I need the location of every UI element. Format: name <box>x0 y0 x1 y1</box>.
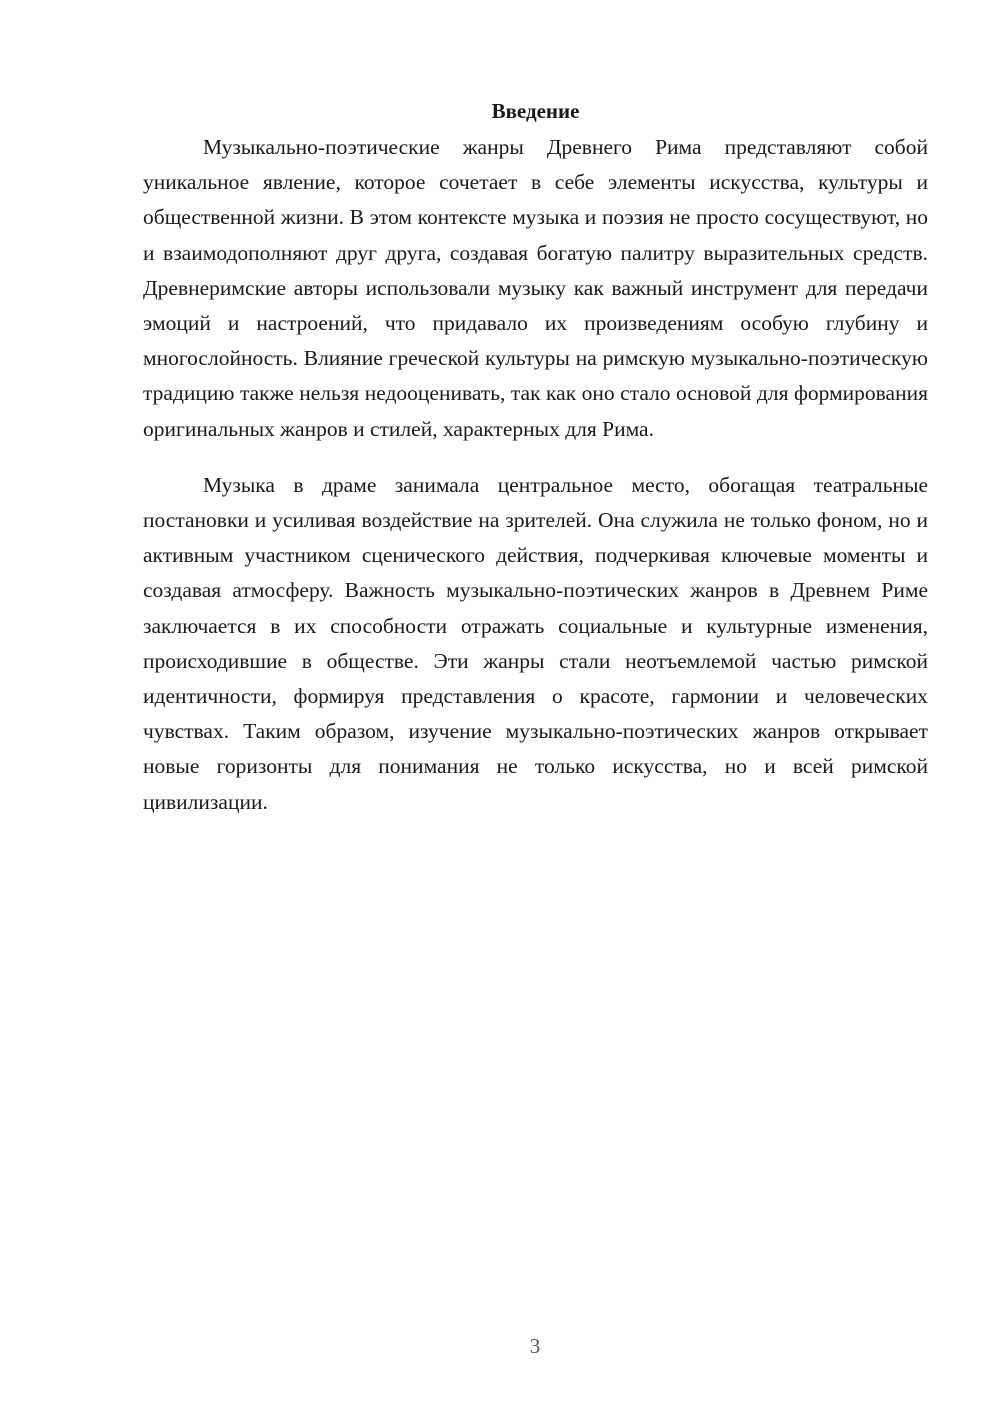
paragraph-2: Музыка в драме занимала центральное место, обогащая театральные постановки и усиливая воздействие на зрителей. Она служила не только фоном, но и активным участником сценического действия, подчеркивая ключевые моменты и создавая атмосферу. Важность музыкально-поэтических жанров в Древнем Риме заключается в их способности отражать социальные и культурные изменения, происходившие в обществе. Эти жанры стали неотъемлемой частью римской идентичности, формируя представления о красоте, гармонии и человеческих чувствах. Таким образом, изучение музыкально-поэтических жанров открывает новые горизонты для понимания не только искусства, но и всей римской цивилизации. <box>143 472 928 814</box>
page-number: 3 <box>529 1334 541 1358</box>
paragraph-1: Музыкально-поэтические жанры Древнего Рима представляют собой уникальное явление, которое сочетает в себе элементы искусства, культуры и общественной жизни. В этом контексте музыка и поэзия не просто сосуществуют, но и взаимодополняют друг друга, создавая богатую палитру выразительных средств. Древнеримские авторы использовали музыку как важный инструмент для передачи эмоций и настроений, что придавало их произведениям особую глубину и многослойность. Влияние греческой культуры на римскую музыкально-поэтическую традицию также нельзя недооценивать, так как оно стало основой для формирования оригинальных жанров и стилей, характерных для Рима. <box>143 135 928 441</box>
page-content <box>143 96 928 820</box>
section-heading: Введение <box>491 99 580 123</box>
